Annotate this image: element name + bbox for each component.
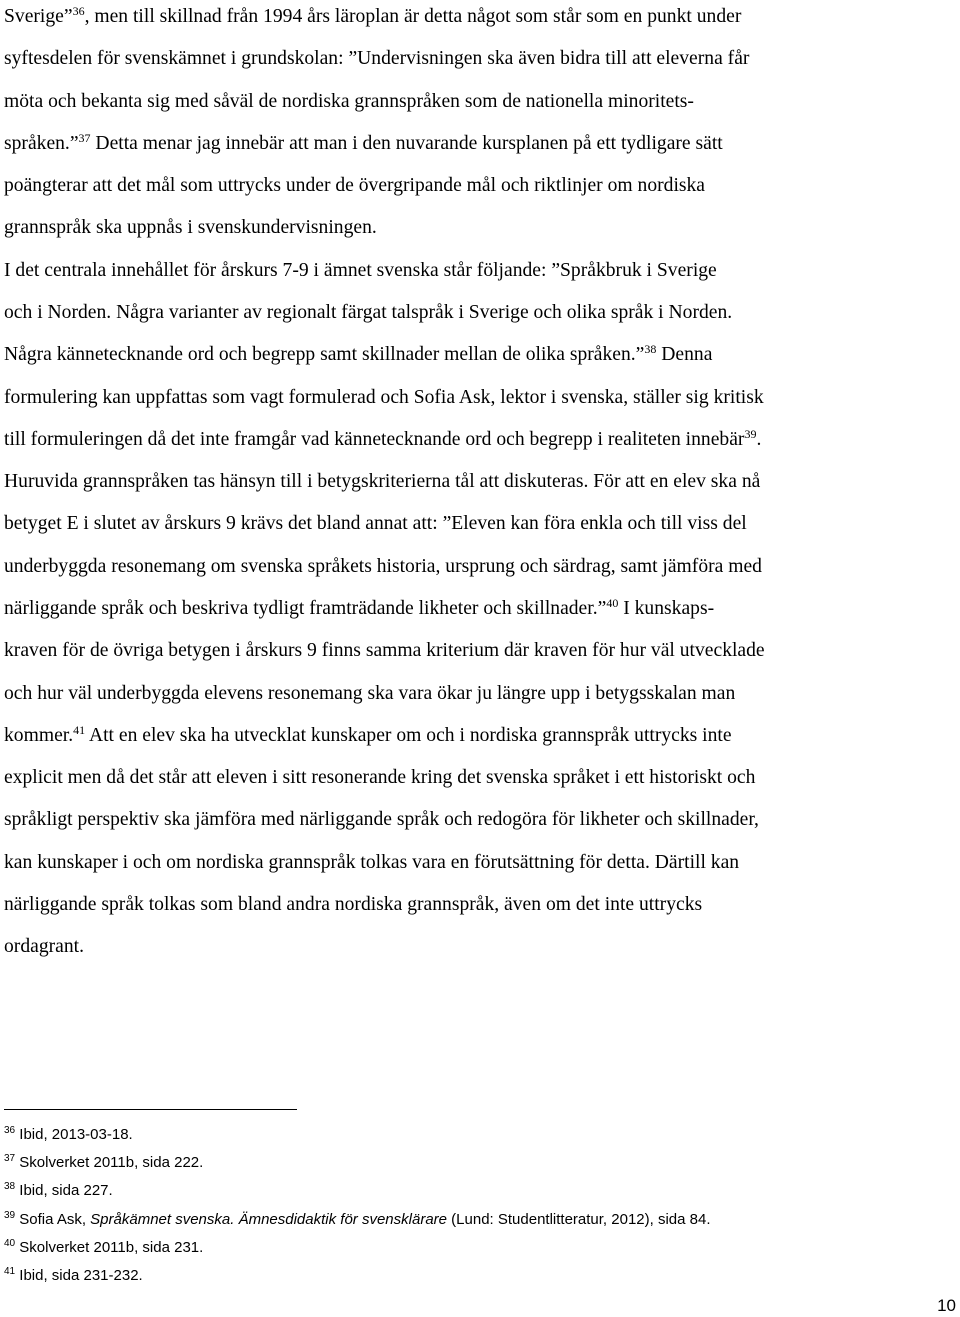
text-run: kraven för de övriga betygen i årskurs 9 finns samma kriterium där kraven för hur väl utvecklade: [4, 640, 765, 661]
text-run: ordagrant.: [4, 936, 84, 957]
body-line: [4, 301, 732, 325]
text-run: Ibid, sida 231-232.: [15, 1267, 143, 1284]
text-run: Denna: [656, 344, 713, 365]
body-line: [4, 682, 735, 706]
body-line: [4, 343, 712, 367]
footnote-ref: 41: [73, 723, 86, 737]
text-run: betyget E i slutet av årskurs 9 krävs det bland annat att: ”Eleven kan föra enkla och till viss del: [4, 513, 747, 534]
text-run: I kunskaps-: [618, 598, 715, 619]
footnote: [4, 1266, 143, 1286]
text-run: grannspråk ska uppnås i svenskundervisningen.: [4, 217, 377, 238]
footnote: [4, 1238, 203, 1258]
text-run: kan kunskaper i och om nordiska grannspråk tolkas vara en förutsättning för detta. Därtill kan: [4, 852, 740, 873]
footnote-ref: 38: [4, 1181, 16, 1192]
footnote-ref: 38: [644, 342, 657, 356]
text-run: möta och bekanta sig med såväl de nordiska grannspråken som de nationella minoritets-: [4, 91, 694, 112]
footnote-ref: 40: [4, 1238, 16, 1249]
text-run: , men till skillnad från 1994 års läroplan är detta något som står som en punkt under: [84, 6, 742, 27]
footnote-ref: 36: [72, 4, 85, 18]
text-run: formulering kan uppfattas som vagt formulerad och Sofia Ask, lektor i svenska, ställer sig kritisk: [4, 387, 764, 408]
text-run: Huruvida grannspråken tas hänsyn till i betygskriterierna tål att diskuteras. För att en elev ska nå: [4, 471, 761, 492]
body-line: [4, 428, 761, 452]
text-run: poängterar att det mål som uttrycks under de övergripande mål och riktlinjer om nordiska: [4, 175, 706, 196]
body-line: [4, 893, 702, 917]
text-run: I det centrala innehållet för årskurs 7-9 i ämnet svenska står följande: ”Språkbruk i Sverige: [4, 260, 717, 281]
text-run: Några kännetecknande ord och begrepp samt skillnader mellan de olika språken.”: [4, 344, 645, 365]
text-run: Sofia Ask,: [15, 1211, 91, 1228]
text-run: närliggande språk tolkas som bland andra nordiska grannspråk, även om det inte uttrycks: [4, 894, 703, 915]
text-run: till formuleringen då det inte framgår vad kännetecknande ord och begrepp i realiteten innebär: [4, 429, 745, 450]
body-line: [4, 555, 762, 579]
footnote-ref: 37: [78, 131, 91, 145]
footnote-ref: 37: [4, 1153, 16, 1164]
page-number: 10: [937, 1296, 956, 1315]
body-line: [4, 512, 747, 536]
text-run: .: [756, 429, 762, 450]
body-line: [4, 216, 377, 240]
body-line: [4, 597, 714, 621]
text-run: Skolverket 2011b, sida 222.: [15, 1154, 204, 1171]
footnote-ref: 41: [4, 1266, 16, 1277]
body-line: [4, 132, 723, 156]
footnote: [4, 1125, 133, 1145]
footnote-ref: 40: [606, 596, 619, 610]
footnote-separator: [4, 1109, 297, 1110]
text-run: syftesdelen för svenskämnet i grundskolan: ”Undervisningen ska även bidra till att eleverna får: [4, 48, 750, 69]
text-run: Ibid, sida 227.: [15, 1182, 113, 1199]
footnote: [4, 1181, 113, 1201]
body-line: [4, 639, 765, 663]
footnote-ref: 39: [4, 1210, 16, 1221]
body-line: [4, 766, 755, 790]
text-run: kommer.: [4, 725, 74, 746]
text-run: Detta menar jag innebär att man i den nuvarande kursplanen på ett tydligare sätt: [90, 133, 723, 154]
text-run: Skolverket 2011b, sida 231.: [15, 1239, 204, 1256]
text-run: och hur väl underbyggda elevens resonemang ska vara ökar ju längre upp i betygsskalan man: [4, 683, 736, 704]
footnote: [4, 1153, 203, 1173]
text-run: Ibid, 2013-03-18.: [15, 1126, 133, 1143]
body-line: [4, 259, 717, 283]
footnote: [4, 1210, 711, 1230]
text-run: (Lund: Studentlitteratur, 2012), sida 84.: [447, 1211, 711, 1228]
text-run: Att en elev ska ha utvecklat kunskaper om och i nordiska grannspråk uttrycks inte: [85, 725, 732, 746]
footnote-ref: 36: [4, 1125, 16, 1136]
body-line: [4, 174, 705, 198]
italic-title: Språkämnet svenska. Ämnesdidaktik för svensklärare: [90, 1211, 447, 1228]
body-line: [4, 386, 764, 410]
text-run: explicit men då det står att eleven i sitt resonerande kring det svenska språket i ett historiskt och: [4, 767, 756, 788]
footnote-ref: 39: [744, 427, 757, 441]
text-run: närliggande språk och beskriva tydligt framträdande likheter och skillnader.”: [4, 598, 607, 619]
text-run: språken.”: [4, 133, 79, 154]
body-line: [4, 935, 84, 959]
text-run: underbyggda resonemang om svenska språkets historia, ursprung och särdrag, samt jämföra med: [4, 556, 762, 577]
body-line: [4, 470, 760, 494]
body-line: [4, 47, 749, 71]
text-run: och i Norden. Några varianter av regionalt färgat talspråk i Sverige och olika språk i Norden.: [4, 302, 733, 323]
body-line: [4, 5, 741, 29]
text-run: Sverige”: [4, 6, 73, 27]
text-run: språkligt perspektiv ska jämföra med närliggande språk och redogöra för likheter och skillnader,: [4, 809, 759, 830]
body-line: [4, 90, 694, 114]
body-line: [4, 808, 759, 832]
body-line: [4, 724, 732, 748]
body-line: [4, 851, 739, 875]
